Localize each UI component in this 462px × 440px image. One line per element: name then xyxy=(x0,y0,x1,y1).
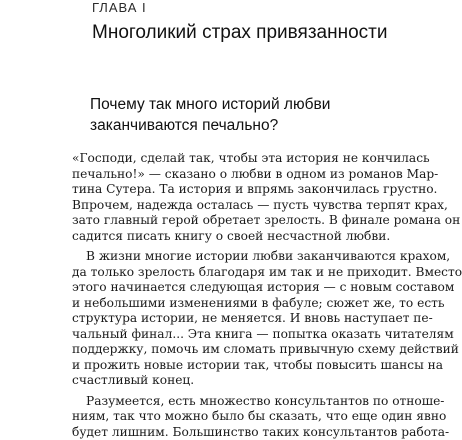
text-line: зато главный герой обретает зрелость. В финале романа он xyxy=(72,213,372,229)
text-line: В жизни многие истории любви заканчиваются крахом, xyxy=(72,249,372,265)
chapter-title: Многоликий страх привязанности xyxy=(92,22,387,44)
text-line: чальный финал... Эта книга — попытка оказать читателям xyxy=(72,327,372,343)
text-line: тина Сутера. Та история и впрямь закончилась грустно. xyxy=(72,182,372,198)
chapter-label: ГЛАВА I xyxy=(92,0,147,15)
text-line: структура истории, не меняется. И вновь наступает пе- xyxy=(72,311,372,327)
text-line: этого начинается следующая история — с новым составом xyxy=(72,280,372,296)
text-line: Впрочем, надежда осталась — пусть чувства терпят крах, xyxy=(72,198,372,214)
text-line: Разумеется, есть множество консультантов по отноше- xyxy=(72,394,372,410)
text-line: и небольшими изменениями в фабуле; сюжет же, то есть xyxy=(72,296,372,312)
section-title-line: заканчиваются печально? xyxy=(90,115,330,136)
text-line: да только зрелость благодаря им так и не приходит. Вместо xyxy=(72,265,372,281)
text-line: печально!» — сказано о любви в одном из романов Мар- xyxy=(72,167,372,183)
text-line: и прожить новые истории так, чтобы повысить шансы на xyxy=(72,358,372,374)
section-title-line: Почему так много историй любви xyxy=(90,94,330,115)
section-title xyxy=(90,94,330,136)
paragraph-3 xyxy=(72,394,372,440)
text-line: счастливый конец. xyxy=(72,373,372,389)
text-line: садится писать книгу о своей несчастной любви. xyxy=(72,229,372,245)
text-line: поддержку, помочь им сломать привычную схему действий xyxy=(72,342,372,358)
text-line: ниям, так что можно было бы сказать, что еще один явно xyxy=(72,409,372,425)
body-text xyxy=(72,151,372,440)
paragraph-2 xyxy=(72,249,372,389)
paragraph-1 xyxy=(72,151,372,244)
text-line: «Господи, сделай так, чтобы эта история не кончилась xyxy=(72,151,372,167)
text-line: будет лишним. Большинство таких консультантов работа- xyxy=(72,425,372,440)
